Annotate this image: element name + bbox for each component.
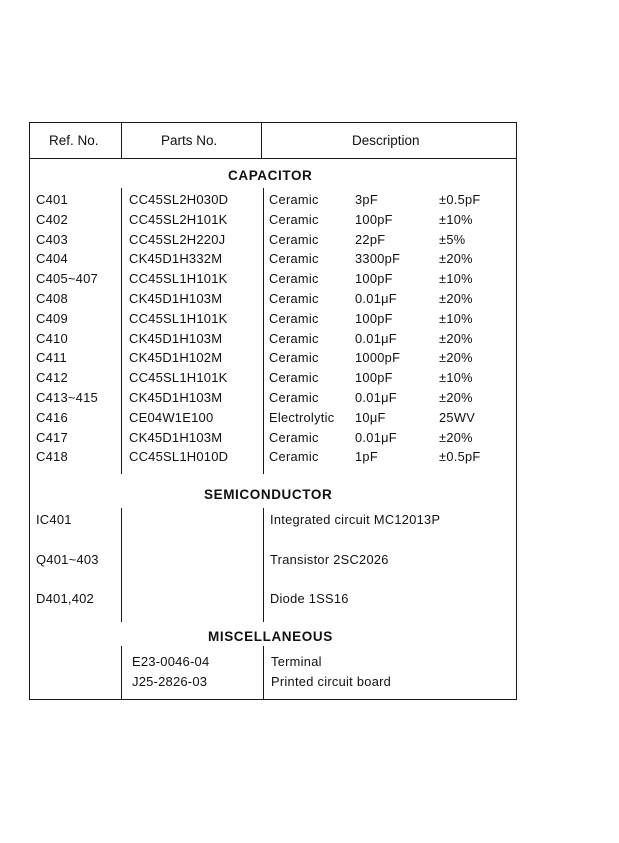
capacitor-ref: C405~407 (36, 271, 98, 287)
capacitor-tolerance: ±10% (439, 370, 473, 386)
capacitor-part-no: CC45SL1H101K (129, 310, 228, 326)
misc-part: E23-0046-04 (132, 654, 210, 669)
capacitor-ref: C403 (36, 231, 68, 247)
capacitor-part-no: CC45SL1H101K (129, 370, 228, 386)
semiconductor-desc: Diode 1SS16 (270, 591, 349, 606)
capacitor-value: 100pF (355, 271, 393, 287)
capacitor-ref: C416 (36, 409, 68, 425)
capacitor-ref: C413~415 (36, 390, 98, 405)
capacitor-tolerance: 25WV (439, 409, 476, 425)
capacitor-type: Ceramic (269, 291, 319, 306)
capacitor-value: 100pF (355, 310, 393, 326)
capacitor-tolerance: ±10% (439, 271, 473, 287)
capacitor-type: Ceramic (269, 370, 319, 386)
header-divider-col1 (121, 122, 122, 159)
capacitor-part-no: CC45SL2H101K (129, 211, 228, 227)
capacitor-tolerance: ±5% (439, 231, 466, 247)
capacitor-tolerance: ±10% (439, 211, 473, 227)
misc-part: J25-2826-03 (132, 674, 208, 689)
semiconductor-divider-col2 (263, 508, 264, 622)
capacitor-part-no: CC45SL1H101K (129, 271, 228, 287)
capacitor-type: Ceramic (269, 390, 319, 405)
capacitor-type: Electrolytic (269, 409, 335, 425)
capacitor-part-no: CK45D1H103M (129, 429, 223, 445)
capacitor-value: 0.01μF (355, 390, 397, 405)
capacitor-type: Ceramic (269, 192, 319, 207)
section-title-semiconductor: SEMICONDUCTOR (204, 487, 333, 502)
capacitor-type: Ceramic (269, 429, 319, 445)
capacitor-tolerance: ±20% (439, 330, 473, 346)
capacitor-value: 0.01μF (355, 429, 397, 445)
capacitor-ref: C402 (36, 211, 68, 227)
capacitor-part-no: CK45D1H103M (129, 330, 223, 346)
section-title-miscellaneous: MISCELLANEOUS (208, 629, 333, 644)
capacitor-value: 100pF (355, 211, 393, 227)
capacitor-tolerance: ±20% (439, 291, 473, 306)
capacitor-ref: C411 (36, 350, 67, 366)
section-title-capacitor: CAPACITOR (228, 168, 313, 183)
capacitor-value: 0.01μF (355, 291, 397, 306)
capacitor-type: Ceramic (269, 231, 319, 247)
capacitor-ref: C408 (36, 291, 68, 306)
capacitor-ref: C410 (36, 330, 68, 346)
misc-desc: Terminal (271, 654, 322, 669)
header-parts-no: Parts No. (161, 133, 218, 148)
capacitor-value: 3pF (355, 192, 378, 207)
capacitor-type: Ceramic (269, 271, 319, 287)
capacitor-tolerance: ±20% (439, 429, 473, 445)
capacitor-part-no: CK45D1H103M (129, 390, 223, 405)
semiconductor-desc: Transistor 2SC2026 (270, 552, 389, 567)
capacitor-tolerance: ±10% (439, 310, 473, 326)
misc-desc: Printed circuit board (271, 674, 392, 689)
semiconductor-ref: Q401~403 (36, 552, 99, 567)
capacitor-value: 22pF (355, 231, 386, 247)
capacitor-value: 100pF (355, 370, 393, 386)
header-ref-no: Ref. No. (49, 133, 99, 148)
capacitor-divider-col2 (263, 188, 264, 474)
capacitor-part-no: CK45D1H332M (129, 251, 223, 267)
capacitor-type: Ceramic (269, 330, 319, 346)
capacitor-ref: C418 (36, 449, 68, 465)
capacitor-value: 1pF (355, 449, 378, 465)
semiconductor-divider-col1 (121, 508, 122, 622)
capacitor-type: Ceramic (269, 211, 319, 227)
semiconductor-ref: D401,402 (36, 591, 94, 606)
capacitor-ref: C417 (36, 429, 68, 445)
capacitor-part-no: CK45D1H103M (129, 291, 223, 306)
capacitor-tolerance: ±20% (439, 390, 473, 405)
capacitor-value: 0.01μF (355, 330, 397, 346)
capacitor-tolerance: ±20% (439, 350, 473, 366)
capacitor-ref: C401 (36, 192, 68, 207)
capacitor-part-no: CE04W1E100 (129, 409, 214, 425)
semiconductor-desc: Integrated circuit MC12013P (270, 512, 441, 527)
capacitor-part-no: CC45SL1H010D (129, 449, 229, 465)
capacitor-value: 1000pF (355, 350, 401, 366)
misc-divider-col2 (263, 646, 264, 700)
capacitor-ref: C412 (36, 370, 68, 386)
capacitor-value: 10μF (355, 409, 386, 425)
capacitor-ref: C409 (36, 310, 68, 326)
capacitor-type: Ceramic (269, 310, 319, 326)
capacitor-tolerance: ±0.5pF (439, 192, 481, 207)
capacitor-ref: C404 (36, 251, 68, 267)
capacitor-divider-col1 (121, 188, 122, 474)
header-divider (29, 158, 517, 159)
capacitor-type: Ceramic (269, 350, 319, 366)
header-description: Description (352, 133, 420, 148)
capacitor-type: Ceramic (269, 251, 319, 267)
capacitor-tolerance: ±20% (439, 251, 473, 267)
misc-divider-col1 (121, 646, 122, 700)
capacitor-tolerance: ±0.5pF (439, 449, 481, 465)
capacitor-type: Ceramic (269, 449, 319, 465)
capacitor-part-no: CC45SL2H220J (129, 231, 226, 247)
capacitor-value: 3300pF (355, 251, 401, 267)
capacitor-part-no: CC45SL2H030D (129, 192, 229, 207)
semiconductor-ref: IC401 (36, 512, 72, 527)
capacitor-part-no: CK45D1H102M (129, 350, 223, 366)
header-divider-col2 (261, 122, 262, 159)
